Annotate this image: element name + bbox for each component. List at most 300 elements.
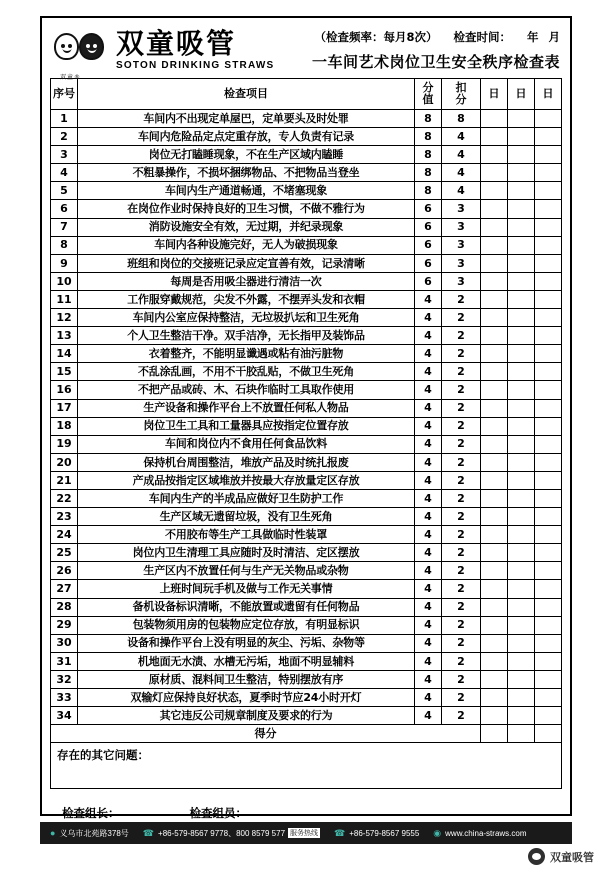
- row-day-2[interactable]: [508, 670, 535, 688]
- row-day-1[interactable]: [481, 707, 508, 725]
- row-no: 32: [51, 670, 78, 688]
- row-day-2[interactable]: [508, 146, 535, 164]
- location-pin-icon: ●: [50, 828, 56, 838]
- row-day-2[interactable]: [508, 435, 535, 453]
- row-day-2[interactable]: [508, 508, 535, 526]
- table-row: [51, 616, 562, 634]
- row-day-2[interactable]: [508, 381, 535, 399]
- row-no: 34: [51, 707, 78, 725]
- row-day-1[interactable]: [481, 146, 508, 164]
- row-day-1[interactable]: [481, 200, 508, 218]
- col-header-deduct-bottom: 分: [455, 93, 467, 106]
- row-day-2[interactable]: [508, 363, 535, 381]
- row-day-3[interactable]: [535, 164, 562, 182]
- footer-website-text: www.china-straws.com: [445, 828, 527, 838]
- row-no: 29: [51, 616, 78, 634]
- row-day-1[interactable]: [481, 670, 508, 688]
- row-day-2[interactable]: [508, 544, 535, 562]
- row-deduct: 2: [442, 707, 481, 725]
- row-day-1[interactable]: [481, 453, 508, 471]
- row-day-2[interactable]: [508, 110, 535, 128]
- total-row: [51, 725, 562, 743]
- row-day-3[interactable]: [535, 670, 562, 688]
- row-deduct: 8: [442, 110, 481, 128]
- row-item: 个人卫生整洁干净。双手洁净，无长指甲及装饰品: [78, 327, 415, 345]
- footer-phone-2: [334, 828, 419, 839]
- row-day-2[interactable]: [508, 399, 535, 417]
- row-score: 8: [415, 128, 442, 146]
- row-deduct: 3: [442, 218, 481, 236]
- table-row: [51, 652, 562, 670]
- row-day-2[interactable]: [508, 327, 535, 345]
- row-item: 生产设备和操作平台上不放置任何私人物品: [78, 399, 415, 417]
- row-day-1[interactable]: [481, 580, 508, 598]
- table-header-row: [51, 79, 562, 110]
- col-header-deduct-top: 扣: [455, 81, 467, 95]
- row-no: 33: [51, 689, 78, 707]
- table-row: [51, 290, 562, 308]
- year-label: 年: [527, 29, 539, 44]
- row-deduct: 2: [442, 417, 481, 435]
- row-day-1[interactable]: [481, 254, 508, 272]
- row-day-1[interactable]: [481, 526, 508, 544]
- row-day-3[interactable]: [535, 128, 562, 146]
- table-foot: [51, 725, 562, 743]
- row-no: 2: [51, 128, 78, 146]
- row-deduct: 2: [442, 526, 481, 544]
- kid-face-right-icon: [79, 33, 104, 60]
- row-deduct: 2: [442, 616, 481, 634]
- row-no: 26: [51, 562, 78, 580]
- row-no: 13: [51, 327, 78, 345]
- row-day-2[interactable]: [508, 707, 535, 725]
- inspection-leader-label: 检查组长：: [62, 806, 120, 821]
- table-row: [51, 254, 562, 272]
- row-day-3[interactable]: [535, 417, 562, 435]
- row-score: 4: [415, 381, 442, 399]
- row-item: 车间内生产的半成品应做好卫生防护工作: [78, 489, 415, 507]
- row-day-1[interactable]: [481, 381, 508, 399]
- total-day-3[interactable]: [535, 725, 562, 743]
- other-issues-box[interactable]: [50, 743, 562, 789]
- table-row: [51, 327, 562, 345]
- row-item: 保持机台周围整洁，堆放产品及时统扎报废: [78, 453, 415, 471]
- row-deduct: 2: [442, 309, 481, 327]
- row-day-1[interactable]: [481, 489, 508, 507]
- row-day-2[interactable]: [508, 562, 535, 580]
- row-day-2[interactable]: [508, 290, 535, 308]
- row-day-1[interactable]: [481, 652, 508, 670]
- row-no: 11: [51, 290, 78, 308]
- table-row: [51, 562, 562, 580]
- row-day-2[interactable]: [508, 417, 535, 435]
- row-day-3[interactable]: [535, 652, 562, 670]
- total-day-2[interactable]: [508, 725, 535, 743]
- row-day-1[interactable]: [481, 218, 508, 236]
- row-day-2[interactable]: [508, 272, 535, 290]
- row-day-3[interactable]: [535, 689, 562, 707]
- row-score: 4: [415, 471, 442, 489]
- header-meta-line: [314, 29, 560, 45]
- row-no: 5: [51, 182, 78, 200]
- row-day-1[interactable]: [481, 290, 508, 308]
- row-deduct: 2: [442, 381, 481, 399]
- row-no: 3: [51, 146, 78, 164]
- table-row: [51, 435, 562, 453]
- row-no: 17: [51, 399, 78, 417]
- phone-icon: ☎: [142, 827, 155, 838]
- row-item: 其它违反公司规章制度及要求的行为: [78, 707, 415, 725]
- table-row: [51, 689, 562, 707]
- row-score: 4: [415, 489, 442, 507]
- row-score: 4: [415, 526, 442, 544]
- table-row: [51, 218, 562, 236]
- row-item: 不粗暴操作，不损坏捆绑物品、不把物品当登坐: [78, 164, 415, 182]
- row-item: 产成品按指定区域堆放并按最大存放量定区存放: [78, 471, 415, 489]
- row-day-3[interactable]: [535, 435, 562, 453]
- row-day-1[interactable]: [481, 363, 508, 381]
- row-day-3[interactable]: [535, 399, 562, 417]
- total-label: 得分: [51, 725, 481, 743]
- col-header-deduct: [442, 79, 481, 110]
- table-body: [51, 110, 562, 725]
- footer-phone-1-text: +86-579-8567 9778、800 8579 577: [158, 828, 286, 838]
- row-day-3[interactable]: [535, 182, 562, 200]
- row-score: 4: [415, 327, 442, 345]
- row-deduct: 4: [442, 182, 481, 200]
- row-item: 在岗位作业时保持良好的卫生习惯，不做不雅行为: [78, 200, 415, 218]
- row-day-2[interactable]: [508, 345, 535, 363]
- row-deduct: 3: [442, 236, 481, 254]
- row-day-2[interactable]: [508, 254, 535, 272]
- row-day-3[interactable]: [535, 309, 562, 327]
- row-day-1[interactable]: [481, 182, 508, 200]
- row-no: 24: [51, 526, 78, 544]
- row-item: 备机设备标识清晰，不能放置或遗留有任何物品: [78, 598, 415, 616]
- row-day-3[interactable]: [535, 200, 562, 218]
- row-no: 31: [51, 652, 78, 670]
- header-right: [274, 29, 562, 72]
- row-no: 1: [51, 110, 78, 128]
- col-header-score: [415, 79, 442, 110]
- row-score: 4: [415, 345, 442, 363]
- watermark-text: 双童吸管: [550, 850, 594, 864]
- row-score: 8: [415, 110, 442, 128]
- row-day-2[interactable]: [508, 616, 535, 634]
- footer-address-text: 义乌市北苑路378号: [59, 828, 129, 838]
- row-day-2[interactable]: [508, 580, 535, 598]
- footer-website: [433, 828, 526, 839]
- row-no: 22: [51, 489, 78, 507]
- row-deduct: 2: [442, 562, 481, 580]
- row-score: 8: [415, 182, 442, 200]
- row-no: 16: [51, 381, 78, 399]
- row-no: 10: [51, 272, 78, 290]
- row-day-1[interactable]: [481, 634, 508, 652]
- row-no: 7: [51, 218, 78, 236]
- row-day-3[interactable]: [535, 634, 562, 652]
- table-row: [51, 182, 562, 200]
- avatar: [528, 848, 545, 865]
- row-day-2[interactable]: [508, 689, 535, 707]
- row-score: 4: [415, 707, 442, 725]
- table-row: [51, 399, 562, 417]
- row-item: 不把产品或砖、木、石块作临时工具取作使用: [78, 381, 415, 399]
- row-day-2[interactable]: [508, 128, 535, 146]
- inspection-member-label: 检查组员：: [189, 806, 247, 821]
- col-header-score-top: 分: [422, 81, 434, 95]
- row-score: 6: [415, 200, 442, 218]
- row-deduct: 2: [442, 345, 481, 363]
- table-row: [51, 453, 562, 471]
- phone-icon-secondary: ☎: [334, 827, 346, 838]
- row-day-3[interactable]: [535, 146, 562, 164]
- row-item: 包装物须用房的包装物应定位存放，有明显标识: [78, 616, 415, 634]
- row-item: 生产区内不放置任何与生产无关物品或杂物: [78, 562, 415, 580]
- row-day-3[interactable]: [535, 272, 562, 290]
- row-deduct: 2: [442, 634, 481, 652]
- checklist-sheet: [40, 16, 572, 821]
- footer-address: [50, 828, 129, 839]
- row-day-1[interactable]: [481, 110, 508, 128]
- col-header-no: 序号: [51, 79, 78, 110]
- row-deduct: 3: [442, 254, 481, 272]
- row-day-3[interactable]: [535, 345, 562, 363]
- twin-kids-icon: [54, 30, 110, 81]
- col-header-day-2: 日: [508, 79, 535, 110]
- inspection-frequency: （检查频率：每月8次）: [314, 29, 438, 44]
- row-no: 20: [51, 453, 78, 471]
- row-day-1[interactable]: [481, 327, 508, 345]
- row-deduct: 2: [442, 399, 481, 417]
- row-day-3[interactable]: [535, 363, 562, 381]
- table-row: [51, 236, 562, 254]
- row-day-1[interactable]: [481, 435, 508, 453]
- table-row: [51, 489, 562, 507]
- table-row: [51, 128, 562, 146]
- kid-face-left-icon: [54, 33, 79, 60]
- row-day-3[interactable]: [535, 453, 562, 471]
- globe-icon: ◉: [433, 827, 442, 838]
- row-item: 不用胶布等生产工具做临时性装罩: [78, 526, 415, 544]
- table-row: [51, 272, 562, 290]
- row-day-2[interactable]: [508, 218, 535, 236]
- row-day-2[interactable]: [508, 526, 535, 544]
- row-no: 25: [51, 544, 78, 562]
- row-score: 6: [415, 236, 442, 254]
- row-day-3[interactable]: [535, 290, 562, 308]
- row-day-3[interactable]: [535, 598, 562, 616]
- row-score: 4: [415, 562, 442, 580]
- row-deduct: 3: [442, 200, 481, 218]
- table-row: [51, 634, 562, 652]
- row-score: 4: [415, 580, 442, 598]
- row-score: 4: [415, 435, 442, 453]
- row-deduct: 2: [442, 453, 481, 471]
- brand-name-cn: 双童吸管: [116, 26, 237, 60]
- row-day-3[interactable]: [535, 381, 562, 399]
- row-item: 工作服穿戴规范，尖发不外露，不摆弄头发和衣帽: [78, 290, 415, 308]
- table-row: [51, 707, 562, 725]
- table-row: [51, 164, 562, 182]
- row-day-1[interactable]: [481, 544, 508, 562]
- row-item: 车间内公室应保持整洁，无垃圾扒坛和卫生死角: [78, 309, 415, 327]
- brand-logo-subtext: 双童®: [60, 74, 82, 81]
- table-row: [51, 598, 562, 616]
- row-score: 4: [415, 544, 442, 562]
- row-day-1[interactable]: [481, 598, 508, 616]
- row-day-2[interactable]: [508, 634, 535, 652]
- col-header-score-bottom: 值: [422, 93, 434, 106]
- row-day-3[interactable]: [535, 218, 562, 236]
- row-score: 4: [415, 309, 442, 327]
- row-item: 设备和操作平台上没有明显的灰尘、污垢、杂物等: [78, 634, 415, 652]
- row-deduct: 2: [442, 508, 481, 526]
- table-row: [51, 580, 562, 598]
- row-score: 4: [415, 598, 442, 616]
- row-day-1[interactable]: [481, 272, 508, 290]
- table-row: [51, 381, 562, 399]
- row-day-1[interactable]: [481, 236, 508, 254]
- row-deduct: 2: [442, 290, 481, 308]
- row-deduct: 2: [442, 435, 481, 453]
- row-day-2[interactable]: [508, 200, 535, 218]
- row-score: 6: [415, 254, 442, 272]
- row-day-2[interactable]: [508, 471, 535, 489]
- row-day-3[interactable]: [535, 526, 562, 544]
- footer-hotline-tag: 服务热线: [290, 830, 319, 837]
- col-header-item: 检查项目: [78, 79, 415, 110]
- inspection-time-label: 检查时间：: [453, 29, 511, 44]
- table-row: [51, 110, 562, 128]
- row-deduct: 3: [442, 272, 481, 290]
- row-day-3[interactable]: [535, 236, 562, 254]
- row-deduct: 2: [442, 363, 481, 381]
- signature-line: [50, 805, 562, 821]
- footer-contact-bar: [40, 822, 572, 844]
- row-deduct: 2: [442, 327, 481, 345]
- row-score: 4: [415, 670, 442, 688]
- row-day-2[interactable]: [508, 652, 535, 670]
- row-day-1[interactable]: [481, 399, 508, 417]
- row-day-3[interactable]: [535, 580, 562, 598]
- sheet-header: [50, 24, 562, 81]
- row-day-1[interactable]: [481, 471, 508, 489]
- row-item: 车间内危险品定点定重存放，专人负责有记录: [78, 128, 415, 146]
- row-item: 班组和岗位的交接班记录应定宣善有效，记录清晰: [78, 254, 415, 272]
- row-no: 6: [51, 200, 78, 218]
- row-item: 车间内不出现定单屋巴，定单要头及时处罪: [78, 110, 415, 128]
- row-day-1[interactable]: [481, 164, 508, 182]
- row-day-1[interactable]: [481, 508, 508, 526]
- table-row: [51, 146, 562, 164]
- row-score: 4: [415, 508, 442, 526]
- row-day-1[interactable]: [481, 345, 508, 363]
- row-no: 21: [51, 471, 78, 489]
- row-score: 6: [415, 272, 442, 290]
- row-item: 机地面无水渍、水槽无污垢，地面不明显辅料: [78, 652, 415, 670]
- row-no: 23: [51, 508, 78, 526]
- row-score: 4: [415, 689, 442, 707]
- table-row: [51, 508, 562, 526]
- row-day-2[interactable]: [508, 309, 535, 327]
- row-item: 岗位无打瞌睡现象，不在生产区域内瞌睡: [78, 146, 415, 164]
- table-row: [51, 200, 562, 218]
- row-score: 4: [415, 363, 442, 381]
- table-row: [51, 417, 562, 435]
- row-day-2[interactable]: [508, 236, 535, 254]
- row-day-3[interactable]: [535, 562, 562, 580]
- row-deduct: 2: [442, 489, 481, 507]
- row-day-1[interactable]: [481, 128, 508, 146]
- watermark-signature: [528, 848, 594, 865]
- row-deduct: 2: [442, 471, 481, 489]
- row-deduct: 2: [442, 544, 481, 562]
- row-no: 18: [51, 417, 78, 435]
- row-score: 4: [415, 417, 442, 435]
- brand-name-en: SOTON DRINKING STRAWS: [116, 59, 275, 71]
- row-item: 岗位内卫生清理工具应随时及时清洁、定区摆放: [78, 544, 415, 562]
- row-deduct: 4: [442, 164, 481, 182]
- month-label: 月: [548, 29, 560, 44]
- row-score: 8: [415, 164, 442, 182]
- table-row: [51, 309, 562, 327]
- row-day-3[interactable]: [535, 508, 562, 526]
- row-day-2[interactable]: [508, 182, 535, 200]
- other-issues-label: 存在的其它问题：: [57, 748, 149, 763]
- table-row: [51, 345, 562, 363]
- row-day-3[interactable]: [535, 489, 562, 507]
- row-day-3[interactable]: [535, 707, 562, 725]
- table-row: [51, 526, 562, 544]
- row-day-3[interactable]: [535, 254, 562, 272]
- row-item: 车间和岗位内不食用任何食品饮料: [78, 435, 415, 453]
- row-item: 生产区域无遗留垃圾，没有卫生死角: [78, 508, 415, 526]
- row-day-1[interactable]: [481, 562, 508, 580]
- footer-phone-1: [143, 828, 320, 839]
- row-no: 12: [51, 309, 78, 327]
- row-score: 4: [415, 290, 442, 308]
- row-score: 4: [415, 616, 442, 634]
- row-no: 14: [51, 345, 78, 363]
- table-row: [51, 363, 562, 381]
- row-no: 8: [51, 236, 78, 254]
- row-day-3[interactable]: [535, 327, 562, 345]
- row-day-2[interactable]: [508, 489, 535, 507]
- row-day-1[interactable]: [481, 689, 508, 707]
- row-day-1[interactable]: [481, 616, 508, 634]
- row-day-3[interactable]: [535, 110, 562, 128]
- total-day-1[interactable]: [481, 725, 508, 743]
- table-row: [51, 544, 562, 562]
- row-deduct: 2: [442, 580, 481, 598]
- row-score: 4: [415, 399, 442, 417]
- row-day-1[interactable]: [481, 417, 508, 435]
- row-item: 消防设施安全有效，无过期，并纪录现象: [78, 218, 415, 236]
- table-row: [51, 670, 562, 688]
- brand-logo: [54, 26, 275, 81]
- row-day-1[interactable]: [481, 309, 508, 327]
- row-day-3[interactable]: [535, 544, 562, 562]
- row-day-3[interactable]: [535, 471, 562, 489]
- row-no: 28: [51, 598, 78, 616]
- row-day-2[interactable]: [508, 598, 535, 616]
- row-day-2[interactable]: [508, 453, 535, 471]
- row-deduct: 2: [442, 689, 481, 707]
- row-day-3[interactable]: [535, 616, 562, 634]
- row-item: 岗位卫生工具和工量器具应按指定位置存放: [78, 417, 415, 435]
- row-day-2[interactable]: [508, 164, 535, 182]
